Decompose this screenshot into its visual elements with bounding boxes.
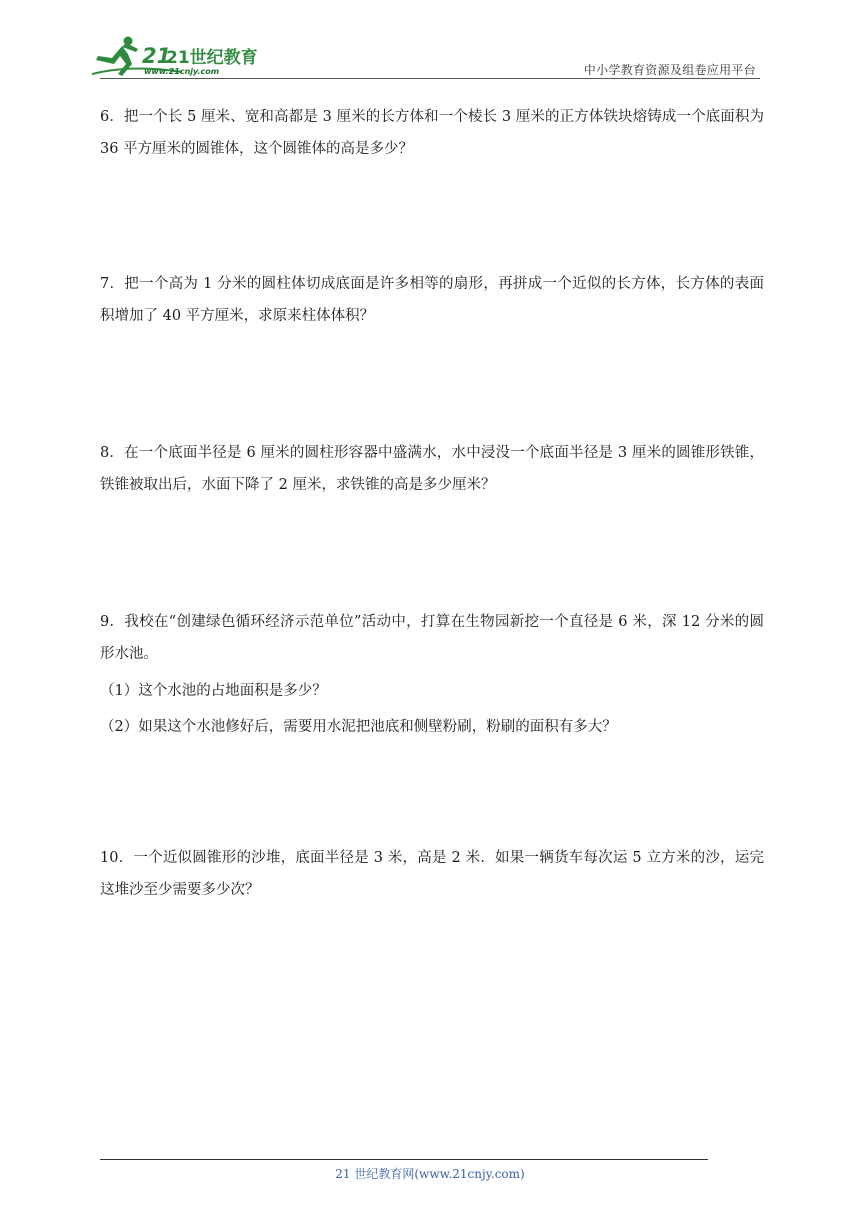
question-9-part-2: （2）如果这个水池修好后，需要用水泥把池底和侧壁粉刷，粉刷的面积有多大？	[100, 719, 617, 735]
question-10	[100, 842, 764, 906]
question-9	[100, 606, 764, 743]
header-divider	[100, 78, 760, 79]
footer-divider	[100, 1159, 708, 1160]
question-8	[100, 437, 764, 501]
question-9-text: 9．我校在“创建绿色循环经济示范单位”活动中，打算在生物园新挖一个直径是 6 米，深 12 分米的圆形水池。	[100, 614, 764, 662]
site-logo[interactable]	[92, 34, 262, 80]
question-7	[100, 268, 764, 332]
logo-url: www.21cnjy.com	[144, 67, 220, 76]
question-8-text: 8．在一个底面半径是 6 厘米的圆柱形容器中盛满水，水中浸没一个底面半径是 3 厘米的圆锥形铁锥，铁锥被取出后，水面下降了 2 厘米，求铁锥的高是多少厘米？	[100, 445, 764, 493]
footer-link[interactable]: 21 世纪教育网(www.21cnjy.com)	[335, 1167, 525, 1181]
svg-text:21: 21	[142, 44, 172, 68]
question-6	[100, 101, 764, 165]
question-7-text: 7．把一个高为 1 分米的圆柱体切成底面是许多相等的扇形，再拼成一个近似的长方体，长方体的表面积增加了 40 平方厘米，求原来柱体体积？	[100, 276, 764, 324]
question-10-text: 10．一个近似圆锥形的沙堆，底面半径是 3 米，高是 2 米．如果一辆货车每次运 5 立方米的沙，运完这堆沙至少需要多少次？	[100, 850, 764, 898]
question-6-text: 6．把一个长 5 厘米、宽和高都是 3 厘米的长方体和一个棱长 3 厘米的正方体铁块熔铸成一个底面积为 36 平方厘米的圆锥体，这个圆锥体的高是多少？	[100, 109, 764, 157]
page-header	[0, 0, 860, 80]
question-9-part-1: （1）这个水池的占地面积是多少？	[100, 683, 327, 699]
platform-name: 中小学教育资源及组卷应用平台	[583, 63, 756, 77]
logo-graphic	[92, 34, 262, 80]
logo-text: 21世纪教育	[166, 48, 258, 68]
